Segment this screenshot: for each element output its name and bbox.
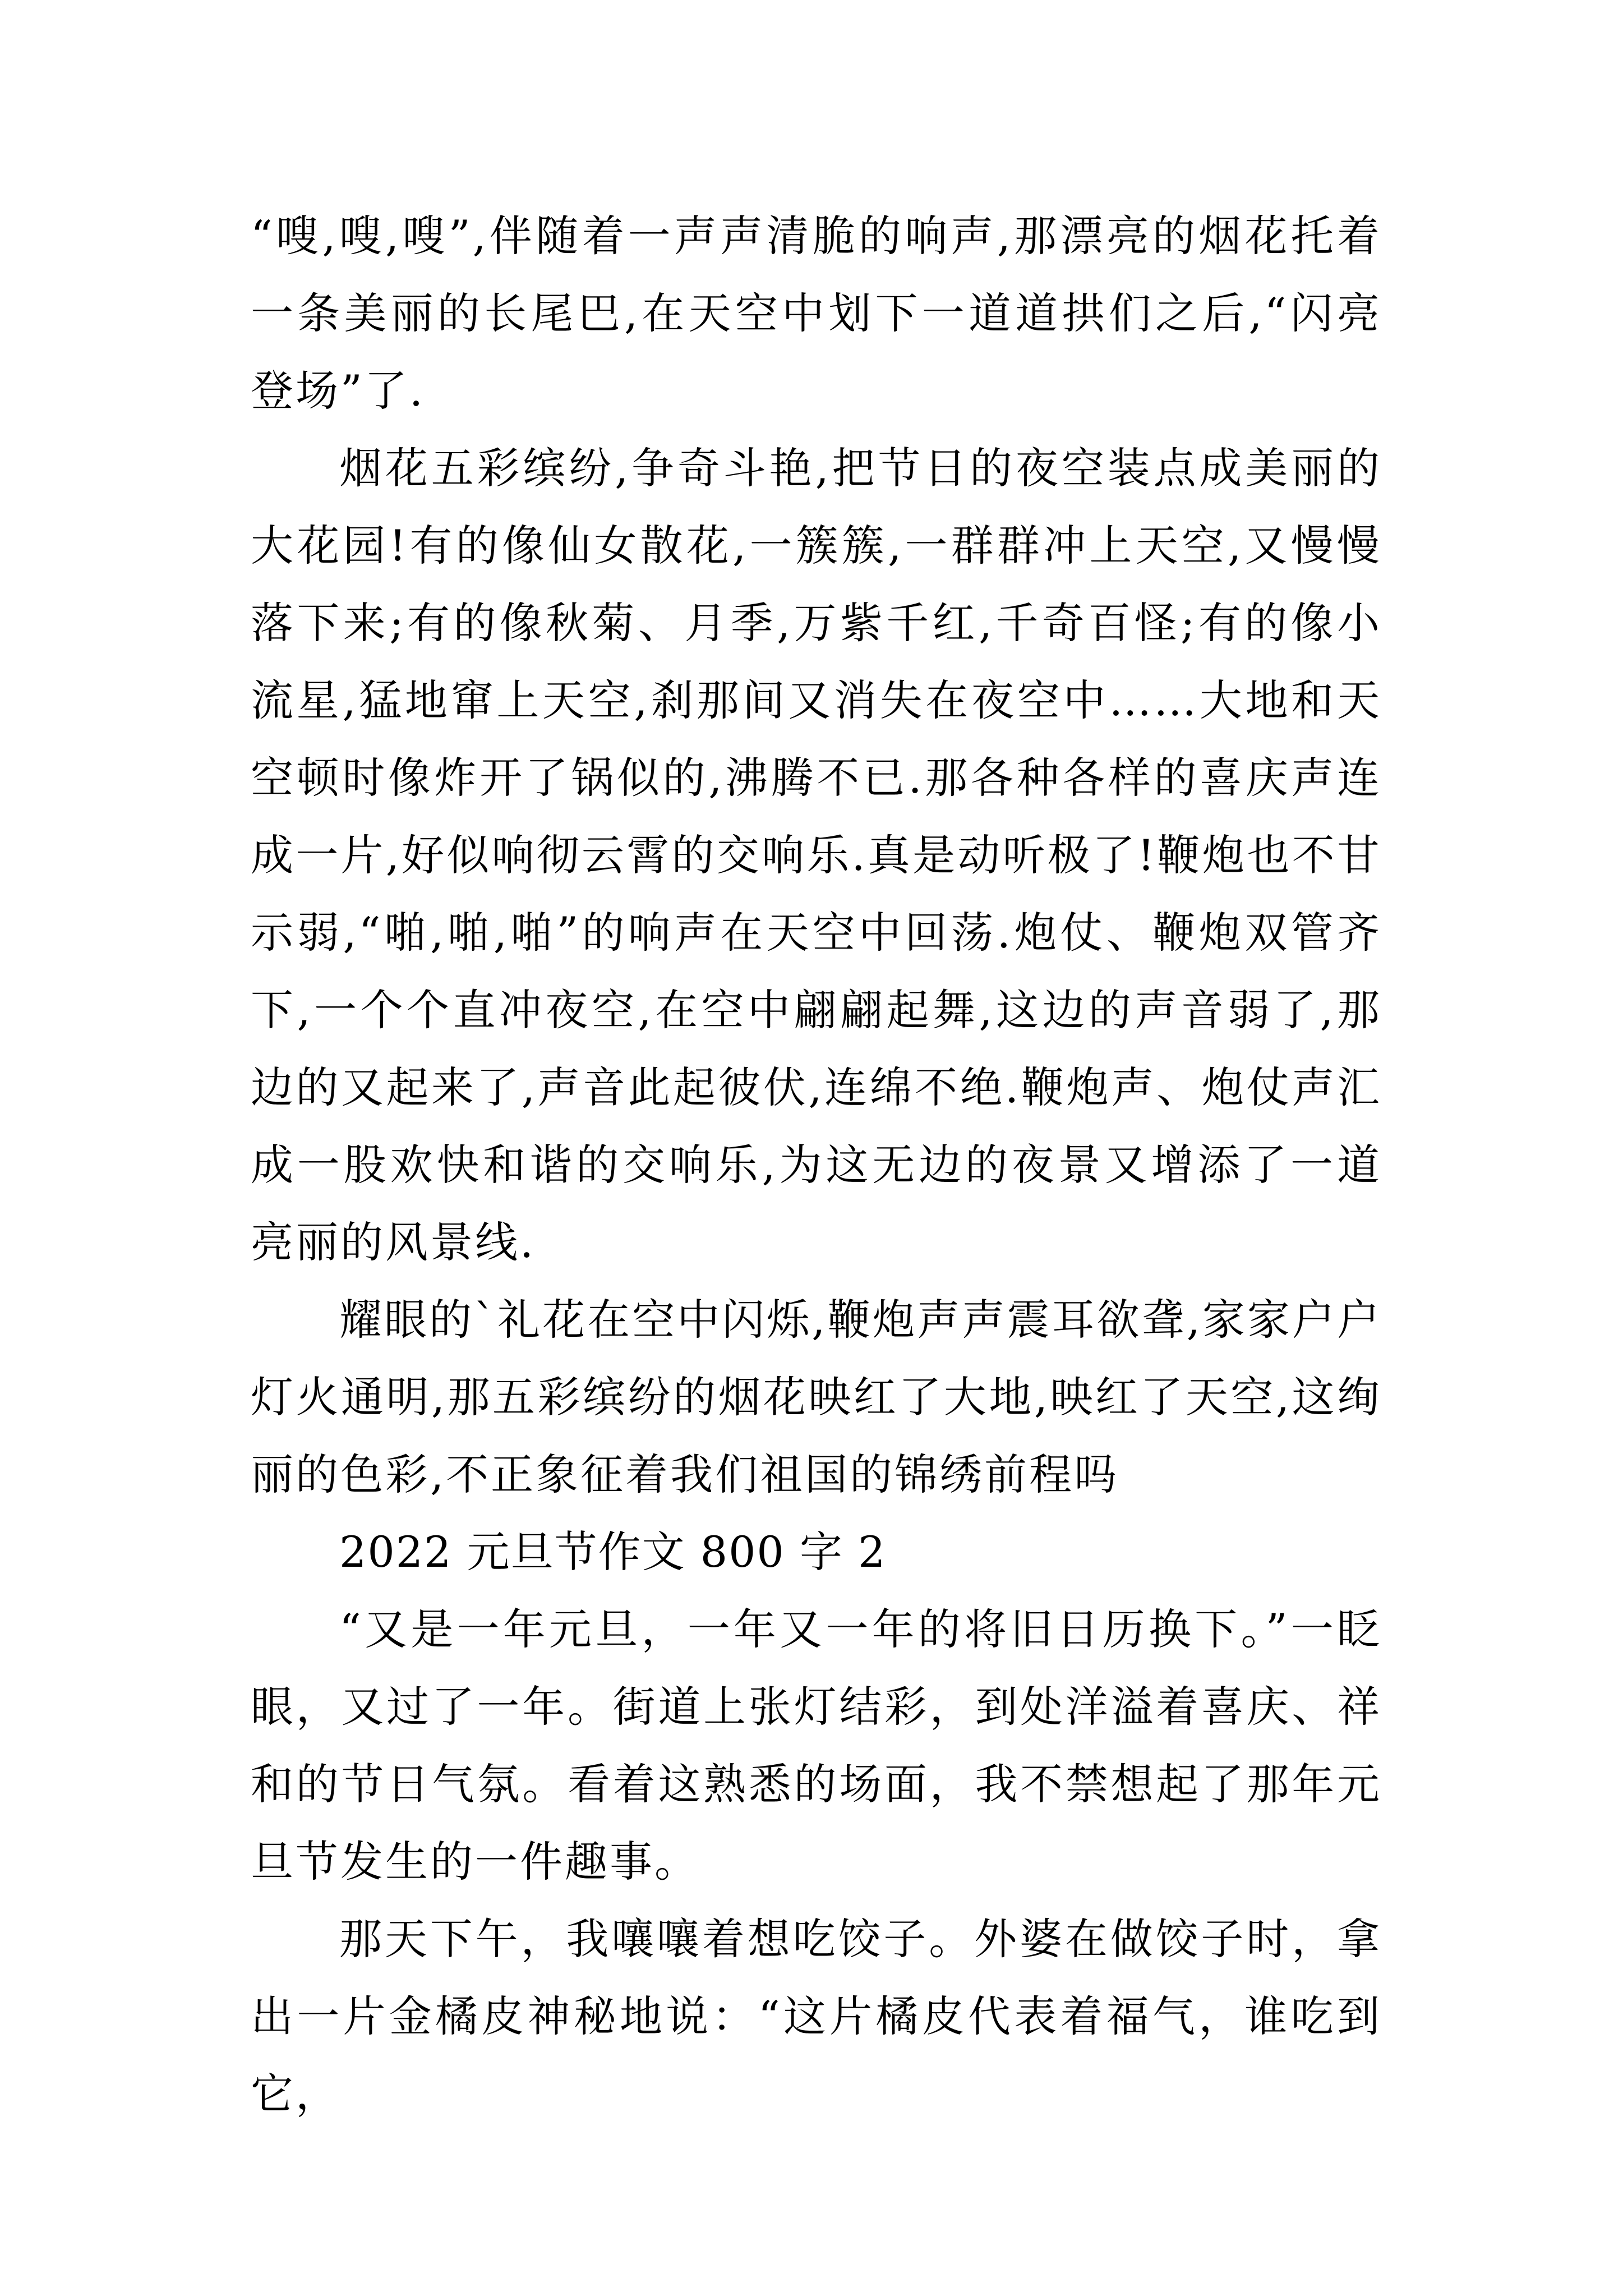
document-body [251,197,1382,2133]
paragraph-new-year-intro: “又是一年元旦，一年又一年的将旧日历换下。”一眨眼，又过了一年。街道上张灯结彩，到处洋溢着喜庆、祥和的节日气氛。看着这熟悉的场面，我不禁想起了那年元旦节发生的一件趣事。 [251,1604,1382,1887]
paragraph-fireworks-description: 烟花五彩缤纷,争奇斗艳,把节日的夜空装点成美丽的大花园!有的像仙女散花,一簇簇,一群群冲上天空,又慢慢落下来;有的像秋菊、月季,万紫千红,千奇百怪;有的像小流星,猛地窜上天空,刹那间又消失在夜空中……大地和天空顿时像炸开了锅似的,沸腾不已.那各种各样的喜庆声连成一片,好似响彻云霄的交响乐.真是动听极了!鞭炮也不甘示弱,“啪,啪,啪”的响声在天空中回荡.炮仗、鞭炮双管齐下,一个个直冲夜空,在空中翩翩起舞,这边的声音弱了,那边的又起来了,声音此起彼伏,连绵不绝.鞭炮声、炮仗声汇成一股欢快和谐的交响乐,为这无边的夜景又增添了一道亮丽的风景线. [251,443,1382,1267]
paragraph-dumpling-story: 那天下午，我嚷嚷着想吃饺子。外婆在做饺子时，拿出一片金橘皮神秘地说：“这片橘皮代表着福气，谁吃到它， [251,1914,1382,2119]
paragraph-fireworks-intro: “嗖,嗖,嗖”,伴随着一声声清脆的响声,那漂亮的烟花托着一条美丽的长尾巴,在天空中划下一道道拱们之后,“闪亮登场”了. [251,211,1382,416]
paragraph-fireworks-conclusion: 耀眼的`礼花在空中闪烁,鞭炮声声震耳欲聋,家家户户灯火通明,那五彩缤纷的烟花映红了大地,映红了天空,这绚丽的色彩,不正象征着我们祖国的锦绣前程吗 [251,1295,1382,1499]
essay-heading: 2022 元旦节作文 800 字 2 [339,1527,887,1577]
